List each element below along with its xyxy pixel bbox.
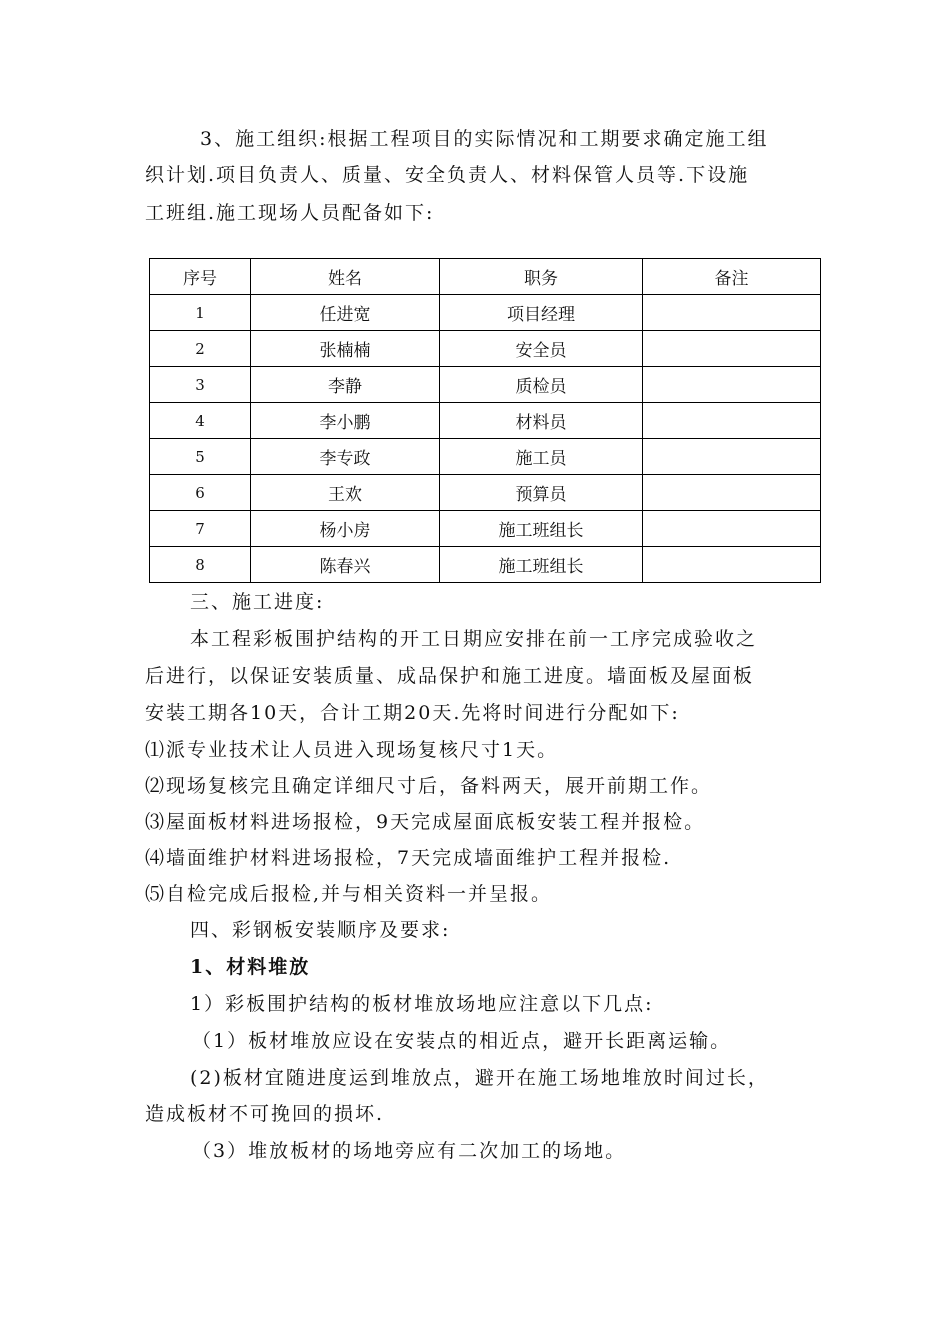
cell-seq: 5 <box>150 439 251 475</box>
cell-name: 张楠楠 <box>251 331 440 367</box>
progress-para-line2: 后进行，以保证安装质量、成品保护和施工进度。墙面板及屋面板 <box>145 665 755 687</box>
cell-remark <box>643 475 821 511</box>
progress-heading: 三、施工进度: <box>190 591 325 613</box>
cell-remark <box>643 367 821 403</box>
cell-name: 李专政 <box>251 439 440 475</box>
cell-role: 质检员 <box>440 367 643 403</box>
progress-item-4: ⑷墙面维护材料进场报检，7天完成墙面维护工程并报检. <box>145 847 672 869</box>
install-item-a3: （3）堆放板材的场地旁应有二次加工的场地。 <box>192 1140 627 1162</box>
header-seq: 序号 <box>150 259 251 295</box>
install-item-a2-line2: 造成板材不可挽回的损坏. <box>145 1103 385 1125</box>
cell-role: 施工班组长 <box>440 547 643 583</box>
cell-name: 陈春兴 <box>251 547 440 583</box>
section3-line1: 3、施工组织:根据工程项目的实际情况和工期要求确定施工组 <box>200 128 769 150</box>
progress-item-1: ⑴派专业技术让人员进入现场复核尺寸1天。 <box>145 739 559 761</box>
section3-line3: 工班组.施工现场人员配备如下: <box>145 202 435 224</box>
table-row <box>150 475 821 511</box>
install-item-a2-line1: (2)板材宜随进度运到堆放点，避开在施工场地堆放时间过长， <box>190 1067 769 1089</box>
cell-seq: 3 <box>150 367 251 403</box>
table-row <box>150 331 821 367</box>
cell-name: 任进宽 <box>251 295 440 331</box>
progress-para-line1: 本工程彩板围护结构的开工日期应安排在前一工序完成验收之 <box>190 628 758 650</box>
cell-remark <box>643 403 821 439</box>
cell-role: 预算员 <box>440 475 643 511</box>
progress-item-3: ⑶屋面板材料进场报检，9天完成屋面底板安装工程并报检。 <box>145 811 706 833</box>
progress-item-2: ⑵现场复核完且确定详细尺寸后，备料两天，展开前期工作。 <box>145 775 713 797</box>
table-row <box>150 511 821 547</box>
header-remark: 备注 <box>643 259 821 295</box>
table-row <box>150 439 821 475</box>
cell-seq: 4 <box>150 403 251 439</box>
table-row <box>150 367 821 403</box>
install-heading: 四、彩钢板安装顺序及要求: <box>190 919 451 941</box>
install-point-1: 1）彩板围护结构的板材堆放场地应注意以下几点: <box>190 993 654 1015</box>
cell-name: 李小鹏 <box>251 403 440 439</box>
cell-seq: 1 <box>150 295 251 331</box>
cell-role: 材料员 <box>440 403 643 439</box>
table-row <box>150 547 821 583</box>
staff-table <box>149 258 821 583</box>
cell-name: 杨小房 <box>251 511 440 547</box>
cell-name: 李静 <box>251 367 440 403</box>
cell-seq: 7 <box>150 511 251 547</box>
cell-remark <box>643 547 821 583</box>
progress-item-5: ⑸自检完成后报检,并与相关资料一并呈报。 <box>145 883 553 905</box>
cell-role: 项目经理 <box>440 295 643 331</box>
cell-role: 施工员 <box>440 439 643 475</box>
cell-remark <box>643 331 821 367</box>
cell-role: 施工班组长 <box>440 511 643 547</box>
cell-remark <box>643 439 821 475</box>
progress-para-line3: 安装工期各10天，合计工期20天.先将时间进行分配如下: <box>145 702 680 724</box>
cell-seq: 2 <box>150 331 251 367</box>
table-row <box>150 295 821 331</box>
table-header-row <box>150 259 821 295</box>
cell-seq: 6 <box>150 475 251 511</box>
cell-remark <box>643 511 821 547</box>
header-role: 职务 <box>440 259 643 295</box>
install-subheading-material-storage: 1、材料堆放 <box>190 956 311 978</box>
cell-name: 王欢 <box>251 475 440 511</box>
cell-remark <box>643 295 821 331</box>
section3-line2: 织计划.项目负责人、质量、安全负责人、材料保管人员等.下设施 <box>145 164 750 186</box>
header-name: 姓名 <box>251 259 440 295</box>
cell-role: 安全员 <box>440 331 643 367</box>
cell-seq: 8 <box>150 547 251 583</box>
table-row <box>150 403 821 439</box>
install-item-a1: （1）板材堆放应设在安装点的相近点，避开长距离运输。 <box>192 1030 732 1052</box>
